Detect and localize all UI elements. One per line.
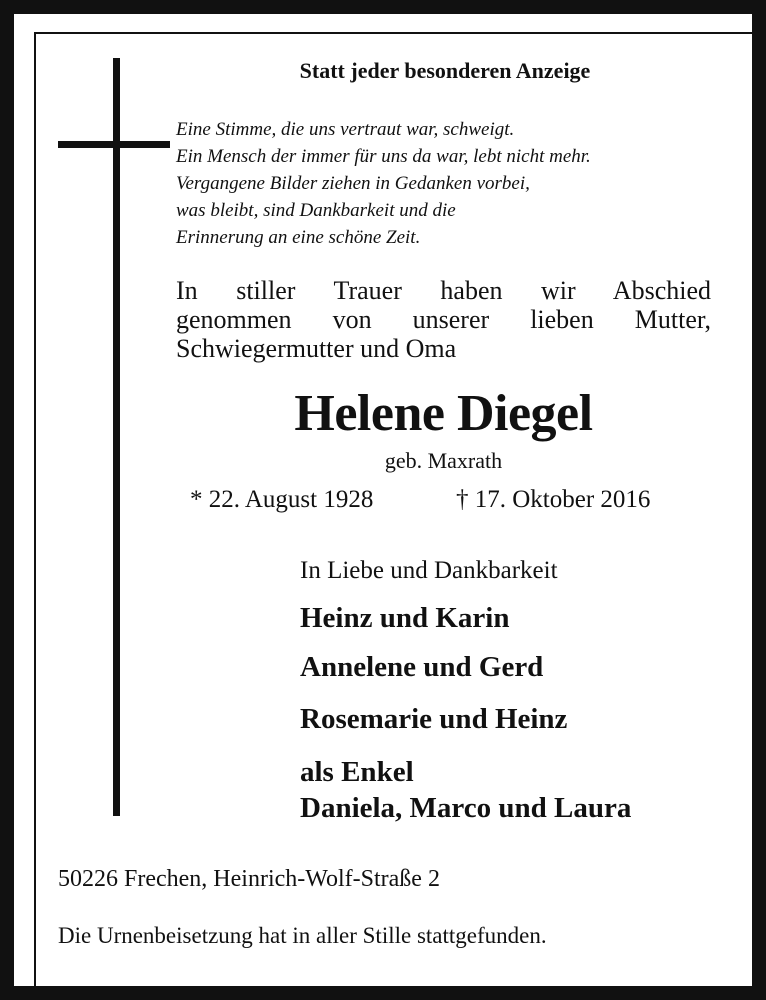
mourner-line: Annelene und Gerd — [300, 651, 544, 683]
deceased-name: Helene Diegel — [294, 385, 593, 442]
intro-line: Schwiegermutter und Oma — [176, 334, 457, 363]
cross-icon — [113, 58, 120, 816]
poem-line: Erinnerung an eine schöne Zeit. — [176, 227, 421, 248]
intro-text — [176, 276, 711, 363]
poem-line: Ein Mensch der immer für uns da war, lebt nicht mehr. — [176, 146, 591, 167]
intro-line: In stiller Trauer haben wir Abschied — [176, 276, 711, 305]
address: 50226 Frechen, Heinrich-Wolf-Straße 2 — [58, 866, 440, 892]
poem — [176, 116, 736, 251]
poem-line: was bleibt, sind Dankbarkeit und die — [176, 200, 456, 221]
mourner-line: Rosemarie und Heinz — [300, 703, 568, 735]
poem-line: Eine Stimme, die uns vertraut war, schweigt. — [176, 119, 515, 140]
notice-heading: Statt jeder besonderen Anzeige — [299, 58, 591, 83]
mourner-line: als Enkel — [300, 756, 414, 788]
closing-phrase: In Liebe und Dankbarkeit — [300, 557, 558, 584]
mourner-line: Heinz und Karin — [300, 602, 510, 634]
mourner-line: Daniela, Marco und Laura — [300, 792, 632, 824]
death-date: † 17. Oktober 2016 — [456, 486, 651, 513]
intro-line: genommen von unserer lieben Mutter, — [176, 305, 711, 334]
birth-date: * 22. August 1928 — [190, 486, 374, 513]
maiden-name: geb. Maxrath — [384, 448, 503, 473]
poem-line: Vergangene Bilder ziehen in Gedanken vorbei, — [176, 173, 530, 194]
cross-icon-bar — [58, 141, 170, 148]
burial-note: Die Urnenbeisetzung hat in aller Stille stattgefunden. — [58, 923, 547, 948]
